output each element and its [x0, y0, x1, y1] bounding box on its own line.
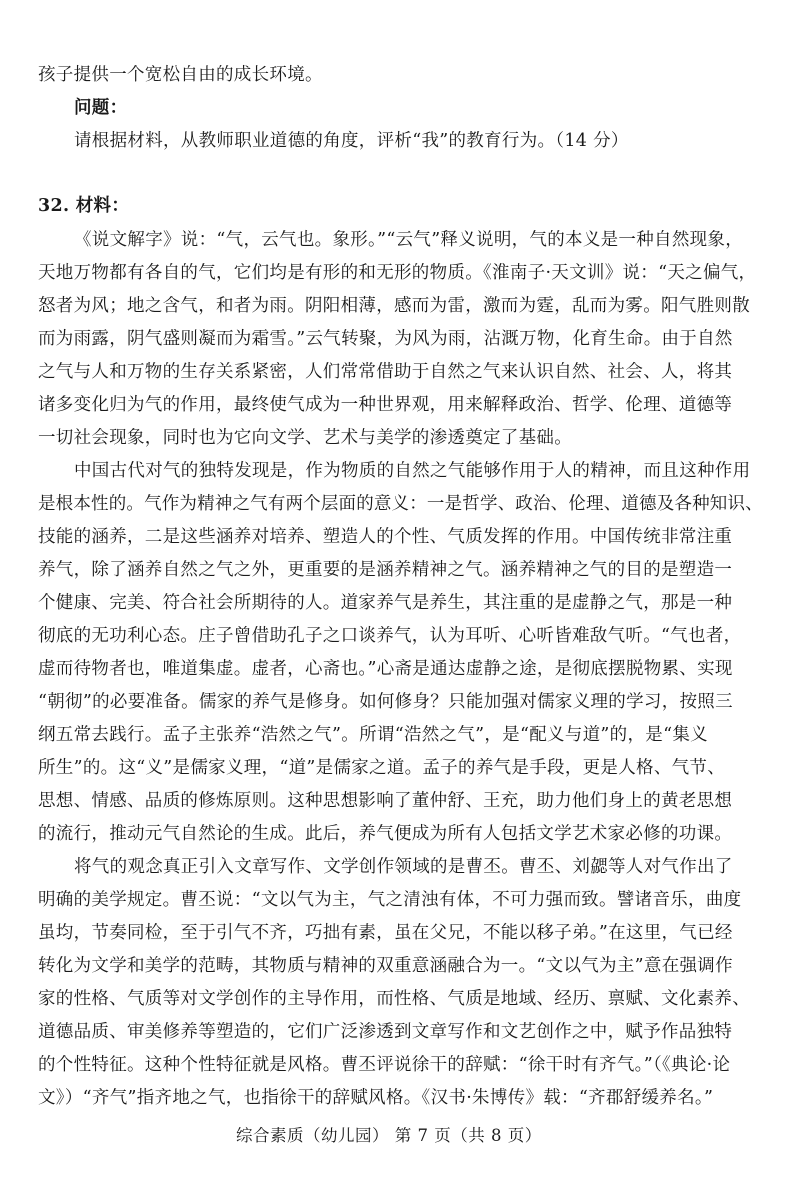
p3-line-1: 将气的观念真正引入文章写作、文学创作领域的是曹丕。曹丕、刘勰等人对气作出了: [74, 857, 733, 877]
p2-line-3: 技能的涵养，二是这些涵养对培养、塑造人的个性、气质发挥的作用。中国传统非常注重: [38, 527, 733, 547]
p1-line-3: 怒者为风；地之含气，和者为雨。阴阳相薄，感而为雷，激而为霆，乱而为雾。阳气胜则散: [38, 296, 750, 316]
p1-line-4: 而为雨露，阴气盛则凝而为霜雪。”云气转聚，为风为雨，沾溉万物，化育生命。由于自然: [38, 329, 733, 349]
p2-line-5: 个健康、完美、符合社会所期待的人。道家养气是养生，其注重的是虚静之气，那是一种: [38, 593, 733, 613]
q32-heading: 32. 材料：: [38, 196, 130, 216]
p3-line-5: 家的性格、气质等对文学创作的主导作用，而性格、气质是地域、经历、禀赋、文化素养、: [38, 989, 750, 1009]
p2-line-2: 是根本性的。气作为精神之气有两个层面的意义：一是哲学、政治、伦理、道德及各种知识、: [38, 494, 763, 514]
p1-line-7: 一切社会现象，同时也为它向文学、艺术与美学的渗透奠定了基础。: [38, 428, 572, 448]
q31-continuation: 孩子提供一个宽松自由的成长环境。: [38, 65, 323, 85]
p1-line-2: 天地万物都有各自的气，它们均是有形的和无形的物质。《淮南子·天文训》说：“天之偏气，: [38, 263, 757, 283]
page-footer: 综合素质（幼儿园） 第 7 页（共 8 页）: [236, 1126, 542, 1145]
p3-line-3: 虽均，节奏同检，至于引气不齐，巧拙有素，虽在父兄，不能以移子弟。”在这里，气已经: [38, 923, 733, 943]
p3-line-6: 道德品质、审美修养等塑造的，它们广泛渗透到文章写作和文艺创作之中，赋予作品独特: [38, 1022, 733, 1042]
p2-line-8: “朝彻”的必要准备。儒家的养气是修身。如何修身？只能加强对儒家义理的学习，按照三: [38, 692, 733, 712]
p1-line-5: 之气与人和万物的生存关系紧密，人们常常借助于自然之气来认识自然、社会、人，将其: [38, 362, 733, 382]
p3-line-8: 文》）“齐气”指齐地之气，也指徐干的辞赋风格。《汉书·朱博传》载：“齐郡舒缓养名。”: [38, 1088, 714, 1108]
p1-line-1: 《说文解字》说：“气，云气也。象形。”“云气”释义说明，气的本义是一种自然现象，: [74, 230, 744, 250]
p2-line-12: 的流行，推动元气自然论的生成。此后，养气便成为所有人包括文学艺术家必修的功课。: [38, 824, 733, 844]
p2-line-1: 中国古代对气的独特发现是，作为物质的自然之气能够作用于人的精神，而且这种作用: [74, 461, 751, 481]
q31-question-text: 请根据材料，从教师职业道德的角度，评析“我”的教育行为。（14 分）: [74, 131, 629, 151]
p2-line-6: 彻底的无功利心态。庄子曾借助孔子之口谈养气，认为耳听、心听皆难敌气听。“气也者，: [38, 626, 742, 646]
p2-line-11: 思想、情感、品质的修炼原则。这种思想影响了董仲舒、王充，助力他们身上的黄老思想: [38, 791, 733, 811]
p1-line-6: 诸多变化归为气的作用，最终使气成为一种世界观，用来解释政治、哲学、伦理、道德等: [38, 395, 733, 415]
q31-question-label: 问题：: [74, 98, 128, 118]
p2-line-7: 虚而待物者也，唯道集虚。虚者，心斋也。”心斋是通达虚静之途，是彻底摆脱物累、实现: [38, 659, 733, 679]
p2-line-9: 纲五常去践行。孟子主张养“浩然之气”。所谓“浩然之气”，是“配义与道”的，是“集义: [38, 725, 708, 745]
p3-line-4: 转化为文学和美学的范畴，其物质与精神的双重意涵融合为一。“文以气为主”意在强调作: [38, 956, 733, 976]
p2-line-4: 养气，除了涵养自然之气之外，更重要的是涵养精神之气。涵养精神之气的目的是塑造一: [38, 560, 733, 580]
p2-line-10: 所生”的。这“义”是儒家义理，“道”是儒家之道。孟子的养气是手段，更是人格、气节、: [38, 758, 726, 778]
p3-line-7: 的个性特征。这种个性特征就是风格。曹丕评说徐干的辞赋：“徐干时有齐气。”（《典论·论: [38, 1055, 731, 1075]
p3-line-2: 明确的美学规定。曹丕说：“文以气为主，气之清浊有体，不可力强而致。譬诸音乐，曲度: [38, 890, 742, 910]
